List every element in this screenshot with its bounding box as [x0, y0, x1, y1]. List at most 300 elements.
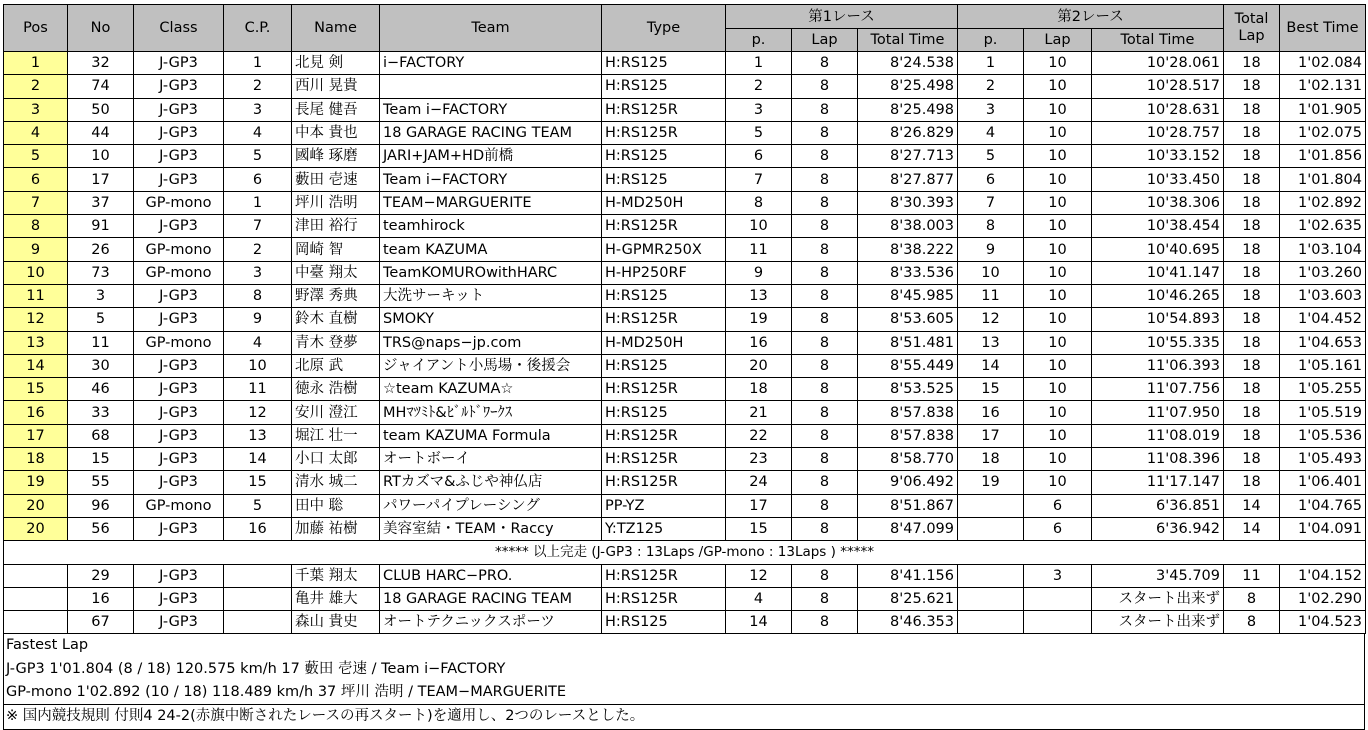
pos-cell: 11: [4, 284, 68, 307]
race2-time-cell: 10'40.695: [1092, 238, 1224, 261]
team-cell: team KAZUMA: [380, 238, 602, 261]
race2-lap-cell: 10: [1024, 448, 1092, 471]
name-cell: 岡崎 智: [292, 238, 380, 261]
race2-time-cell: 10'33.450: [1092, 168, 1224, 191]
no-cell: 30: [68, 354, 134, 377]
no-cell: 15: [68, 448, 134, 471]
table-row: [4, 308, 1366, 331]
race2-p-cell: [958, 564, 1024, 587]
race2-lap-cell: 10: [1024, 401, 1092, 424]
race2-time-cell: 10'54.893: [1092, 308, 1224, 331]
race2-lap-cell: 10: [1024, 308, 1092, 331]
best-time-cell: 1'03.260: [1280, 261, 1366, 284]
race1-lap-cell: 8: [792, 611, 858, 634]
pos-cell: 16: [4, 401, 68, 424]
cp-cell: 5: [224, 145, 292, 168]
race1-p-cell: 4: [726, 587, 792, 610]
table-row: [4, 98, 1366, 121]
type-cell: Y:TZ125: [602, 517, 726, 540]
race1-p-cell: 19: [726, 308, 792, 331]
type-cell: H:RS125R: [602, 378, 726, 401]
team-cell: Team i−FACTORY: [380, 98, 602, 121]
team-cell: 大洗サーキット: [380, 284, 602, 307]
race1-lap-cell: 8: [792, 145, 858, 168]
name-cell: 鈴木 直樹: [292, 308, 380, 331]
race1-lap-cell: 8: [792, 308, 858, 331]
type-cell: H:RS125R: [602, 448, 726, 471]
type-cell: H:RS125R: [602, 564, 726, 587]
team-cell: 美容室結・TEAM・Raccy: [380, 517, 602, 540]
race2-time-cell: 10'46.265: [1092, 284, 1224, 307]
race1-time-cell: 8'41.156: [858, 564, 958, 587]
race1-p-cell: 13: [726, 284, 792, 307]
results-sheet: [3, 4, 1365, 730]
race2-p-cell: 9: [958, 238, 1024, 261]
header-best-time: Best Time: [1280, 5, 1366, 52]
type-cell: H:RS125: [602, 52, 726, 75]
race1-time-cell: 8'25.621: [858, 587, 958, 610]
class-cell: J-GP3: [134, 308, 224, 331]
race1-p-cell: 10: [726, 215, 792, 238]
total-lap-cell: 18: [1224, 52, 1280, 75]
race1-p-cell: 2: [726, 75, 792, 98]
race2-p-cell: 1: [958, 52, 1024, 75]
race2-lap-cell: 10: [1024, 378, 1092, 401]
header-race2-p: p.: [958, 29, 1024, 52]
total-lap-cell: 11: [1224, 564, 1280, 587]
name-cell: 千葉 翔太: [292, 564, 380, 587]
name-cell: 安川 澄江: [292, 401, 380, 424]
table-row: [4, 517, 1366, 540]
best-time-cell: 1'02.084: [1280, 52, 1366, 75]
class-cell: GP-mono: [134, 191, 224, 214]
race2-lap-cell: 10: [1024, 121, 1092, 144]
race2-time-cell: 11'07.950: [1092, 401, 1224, 424]
race1-lap-cell: 8: [792, 401, 858, 424]
header-no: No: [68, 5, 134, 52]
race2-time-cell: 10'28.061: [1092, 52, 1224, 75]
race2-p-cell: 18: [958, 448, 1024, 471]
race1-p-cell: 24: [726, 471, 792, 494]
cp-cell: [224, 564, 292, 587]
race1-time-cell: 8'51.867: [858, 494, 958, 517]
pos-cell: 20: [4, 517, 68, 540]
race1-time-cell: 8'24.538: [858, 52, 958, 75]
type-cell: H:RS125R: [602, 98, 726, 121]
cp-cell: 8: [224, 284, 292, 307]
header-race1-p: p.: [726, 29, 792, 52]
table-row: [4, 215, 1366, 238]
no-cell: 33: [68, 401, 134, 424]
total-lap-cell: 18: [1224, 401, 1280, 424]
best-time-cell: 1'05.255: [1280, 378, 1366, 401]
race2-time-cell: 11'17.147: [1092, 471, 1224, 494]
race1-p-cell: 6: [726, 145, 792, 168]
race2-time-cell: 11'06.393: [1092, 354, 1224, 377]
best-time-cell: 1'04.152: [1280, 564, 1366, 587]
race1-p-cell: 23: [726, 448, 792, 471]
cp-cell: 5: [224, 494, 292, 517]
table-row: [4, 611, 1366, 634]
name-cell: 青木 登夢: [292, 331, 380, 354]
cp-cell: 15: [224, 471, 292, 494]
class-cell: J-GP3: [134, 378, 224, 401]
cp-cell: 12: [224, 401, 292, 424]
total-lap-cell: 18: [1224, 98, 1280, 121]
table-header: [4, 5, 1366, 52]
race1-lap-cell: 8: [792, 471, 858, 494]
best-time-cell: 1'03.603: [1280, 284, 1366, 307]
fastest-lap-section: [3, 634, 1365, 729]
best-time-cell: 1'05.493: [1280, 448, 1366, 471]
team-cell: SMOKY: [380, 308, 602, 331]
pos-cell: 6: [4, 168, 68, 191]
no-cell: 10: [68, 145, 134, 168]
type-cell: H:RS125: [602, 168, 726, 191]
total-lap-cell: 18: [1224, 261, 1280, 284]
no-cell: 73: [68, 261, 134, 284]
race1-lap-cell: 8: [792, 238, 858, 261]
race2-time-cell: スタート出来ず: [1092, 611, 1224, 634]
results-body: [4, 52, 1366, 634]
type-cell: H-GPMR250X: [602, 238, 726, 261]
race2-time-cell: 10'38.454: [1092, 215, 1224, 238]
best-time-cell: 1'02.131: [1280, 75, 1366, 98]
pos-cell: 9: [4, 238, 68, 261]
best-time-cell: 1'02.892: [1280, 191, 1366, 214]
race2-p-cell: 2: [958, 75, 1024, 98]
header-race1: 第1レース: [726, 5, 958, 29]
class-cell: GP-mono: [134, 261, 224, 284]
pos-cell: 18: [4, 448, 68, 471]
header-race1-total-time: Total Time: [858, 29, 958, 52]
team-cell: ジャイアント小馬場・後援会: [380, 354, 602, 377]
race1-time-cell: 8'53.605: [858, 308, 958, 331]
race1-p-cell: 21: [726, 401, 792, 424]
team-cell: TRS@naps−jp.com: [380, 331, 602, 354]
table-row: [4, 52, 1366, 75]
race2-time-cell: スタート出来ず: [1092, 587, 1224, 610]
finish-note: ***** 以上完走 (J-GP3 : 13Laps /GP-mono : 13Laps ) *****: [4, 541, 1366, 564]
type-cell: H:RS125R: [602, 587, 726, 610]
pos-cell: [4, 564, 68, 587]
name-cell: 亀井 雄大: [292, 587, 380, 610]
race2-p-cell: 15: [958, 378, 1024, 401]
header-cp: C.P.: [224, 5, 292, 52]
race1-lap-cell: 8: [792, 75, 858, 98]
name-cell: 北見 剣: [292, 52, 380, 75]
table-row: [4, 494, 1366, 517]
name-cell: 野澤 秀典: [292, 284, 380, 307]
cp-cell: [224, 611, 292, 634]
race1-p-cell: 3: [726, 98, 792, 121]
race1-time-cell: 8'47.099: [858, 517, 958, 540]
cp-cell: 9: [224, 308, 292, 331]
total-lap-cell: 18: [1224, 354, 1280, 377]
cp-cell: 1: [224, 191, 292, 214]
race2-lap-cell: 10: [1024, 284, 1092, 307]
race1-p-cell: 18: [726, 378, 792, 401]
total-lap-cell: 14: [1224, 517, 1280, 540]
cp-cell: 4: [224, 121, 292, 144]
race1-lap-cell: 8: [792, 121, 858, 144]
team-cell: オートテクニックスポーツ: [380, 611, 602, 634]
race2-lap-cell: 10: [1024, 98, 1092, 121]
total-lap-cell: 18: [1224, 145, 1280, 168]
team-cell: TeamKOMUROwithHARC: [380, 261, 602, 284]
header-race2-total-time: Total Time: [1092, 29, 1224, 52]
race1-lap-cell: 8: [792, 331, 858, 354]
best-time-cell: 1'02.635: [1280, 215, 1366, 238]
race1-lap-cell: 8: [792, 191, 858, 214]
no-cell: 56: [68, 517, 134, 540]
pos-cell: 15: [4, 378, 68, 401]
race2-time-cell: 10'28.517: [1092, 75, 1224, 98]
header-team: Team: [380, 5, 602, 52]
cp-cell: 3: [224, 98, 292, 121]
race2-p-cell: 7: [958, 191, 1024, 214]
race1-p-cell: 11: [726, 238, 792, 261]
table-row: [4, 121, 1366, 144]
race2-lap-cell: [1024, 587, 1092, 610]
class-cell: GP-mono: [134, 331, 224, 354]
fastest-lap-gpmono: GP-mono 1'02.892 (10 / 18) 118.489 km/h 37 坪川 浩明 / TEAM−MARGUERITE: [6, 684, 567, 701]
class-cell: J-GP3: [134, 354, 224, 377]
race2-p-cell: 3: [958, 98, 1024, 121]
race2-p-cell: 19: [958, 471, 1024, 494]
cp-cell: 2: [224, 238, 292, 261]
name-cell: 清水 城二: [292, 471, 380, 494]
race1-lap-cell: 8: [792, 52, 858, 75]
team-cell: teamhirock: [380, 215, 602, 238]
race1-lap-cell: 8: [792, 517, 858, 540]
fastest-lap-jgp3: J-GP3 1'01.804 (8 / 18) 120.575 km/h 17 藪田 壱速 / Team i−FACTORY: [6, 660, 506, 677]
cp-cell: 2: [224, 75, 292, 98]
best-time-cell: 1'04.653: [1280, 331, 1366, 354]
header-total-lap: Total Lap: [1224, 5, 1280, 52]
total-lap-cell: 18: [1224, 284, 1280, 307]
team-cell: JARI+JAM+HD前橋: [380, 145, 602, 168]
header-race1-lap: Lap: [792, 29, 858, 52]
best-time-cell: 1'05.519: [1280, 401, 1366, 424]
race2-p-cell: 6: [958, 168, 1024, 191]
race1-time-cell: 8'27.713: [858, 145, 958, 168]
best-time-cell: 1'06.401: [1280, 471, 1366, 494]
race2-p-cell: 5: [958, 145, 1024, 168]
race2-time-cell: 10'55.335: [1092, 331, 1224, 354]
type-cell: H:RS125R: [602, 215, 726, 238]
race2-lap-cell: 10: [1024, 471, 1092, 494]
race2-p-cell: [958, 611, 1024, 634]
class-cell: J-GP3: [134, 587, 224, 610]
type-cell: H:RS125R: [602, 471, 726, 494]
class-cell: J-GP3: [134, 284, 224, 307]
race2-lap-cell: 10: [1024, 424, 1092, 447]
name-cell: 加藤 祐樹: [292, 517, 380, 540]
no-cell: 44: [68, 121, 134, 144]
race1-lap-cell: 8: [792, 378, 858, 401]
no-cell: 5: [68, 308, 134, 331]
race1-time-cell: 8'38.222: [858, 238, 958, 261]
race2-lap-cell: 10: [1024, 261, 1092, 284]
pos-cell: 17: [4, 424, 68, 447]
table-row: [4, 354, 1366, 377]
race2-lap-cell: 10: [1024, 354, 1092, 377]
table-row: [4, 424, 1366, 447]
table-row: [4, 145, 1366, 168]
team-cell: CLUB HARC−PRO.: [380, 564, 602, 587]
pos-cell: 8: [4, 215, 68, 238]
race1-p-cell: 5: [726, 121, 792, 144]
team-cell: TEAM−MARGUERITE: [380, 191, 602, 214]
type-cell: H:RS125: [602, 401, 726, 424]
class-cell: J-GP3: [134, 215, 224, 238]
race1-lap-cell: 8: [792, 354, 858, 377]
cp-cell: 16: [224, 517, 292, 540]
no-cell: 26: [68, 238, 134, 261]
header-pos: Pos: [4, 5, 68, 52]
cp-cell: 7: [224, 215, 292, 238]
pos-cell: 10: [4, 261, 68, 284]
race2-p-cell: 13: [958, 331, 1024, 354]
race2-p-cell: 4: [958, 121, 1024, 144]
best-time-cell: 1'04.765: [1280, 494, 1366, 517]
race2-lap-cell: 10: [1024, 215, 1092, 238]
no-cell: 29: [68, 564, 134, 587]
race2-time-cell: 10'28.757: [1092, 121, 1224, 144]
table-row: [4, 448, 1366, 471]
class-cell: J-GP3: [134, 448, 224, 471]
type-cell: H-MD250H: [602, 331, 726, 354]
race2-p-cell: [958, 517, 1024, 540]
total-lap-cell: 18: [1224, 215, 1280, 238]
team-cell: オートボーイ: [380, 448, 602, 471]
team-cell: RTカズマ&ふじや神仏店: [380, 471, 602, 494]
class-cell: J-GP3: [134, 564, 224, 587]
table-row: [4, 284, 1366, 307]
cp-cell: 13: [224, 424, 292, 447]
table-row: [4, 168, 1366, 191]
name-cell: 藪田 壱速: [292, 168, 380, 191]
race2-time-cell: 6'36.851: [1092, 494, 1224, 517]
best-time-cell: 1'01.905: [1280, 98, 1366, 121]
race2-lap-cell: 10: [1024, 145, 1092, 168]
header-type: Type: [602, 5, 726, 52]
type-cell: H:RS125R: [602, 308, 726, 331]
race2-time-cell: 3'45.709: [1092, 564, 1224, 587]
race1-lap-cell: 8: [792, 261, 858, 284]
pos-cell: 2: [4, 75, 68, 98]
type-cell: H-MD250H: [602, 191, 726, 214]
cp-cell: [224, 587, 292, 610]
race1-time-cell: 8'45.985: [858, 284, 958, 307]
race1-time-cell: 8'57.838: [858, 424, 958, 447]
race2-time-cell: 10'28.631: [1092, 98, 1224, 121]
total-lap-cell: 18: [1224, 448, 1280, 471]
best-time-cell: 1'05.536: [1280, 424, 1366, 447]
no-cell: 96: [68, 494, 134, 517]
name-cell: 中本 貴也: [292, 121, 380, 144]
race1-time-cell: 8'53.525: [858, 378, 958, 401]
no-cell: 55: [68, 471, 134, 494]
race1-p-cell: 20: [726, 354, 792, 377]
pos-cell: 13: [4, 331, 68, 354]
name-cell: 西川 晃貴: [292, 75, 380, 98]
cp-cell: 3: [224, 261, 292, 284]
name-cell: 堀江 壮一: [292, 424, 380, 447]
race2-p-cell: 10: [958, 261, 1024, 284]
no-cell: 46: [68, 378, 134, 401]
finish-separator-row: [4, 541, 1366, 564]
total-lap-cell: 14: [1224, 494, 1280, 517]
no-cell: 50: [68, 98, 134, 121]
total-lap-cell: 18: [1224, 238, 1280, 261]
team-cell: MHﾏﾂﾐﾄ&ﾋﾞﾙﾄﾞﾜｰｸｽ: [380, 401, 602, 424]
type-cell: H:RS125: [602, 284, 726, 307]
best-time-cell: 1'01.856: [1280, 145, 1366, 168]
race1-p-cell: 14: [726, 611, 792, 634]
best-time-cell: 1'05.161: [1280, 354, 1366, 377]
class-cell: J-GP3: [134, 121, 224, 144]
race1-time-cell: 8'33.536: [858, 261, 958, 284]
name-cell: 徳永 浩樹: [292, 378, 380, 401]
total-lap-cell: 18: [1224, 168, 1280, 191]
race2-lap-cell: 10: [1024, 168, 1092, 191]
pos-cell: 12: [4, 308, 68, 331]
cp-cell: 4: [224, 331, 292, 354]
race2-p-cell: [958, 587, 1024, 610]
team-cell: team KAZUMA Formula: [380, 424, 602, 447]
table-row: [4, 587, 1366, 610]
team-cell: パワーパイプレーシング: [380, 494, 602, 517]
race1-p-cell: 1: [726, 52, 792, 75]
name-cell: 森山 貴史: [292, 611, 380, 634]
race1-lap-cell: 8: [792, 215, 858, 238]
table-row: [4, 564, 1366, 587]
name-cell: 長尾 健吾: [292, 98, 380, 121]
race1-time-cell: 8'25.498: [858, 75, 958, 98]
name-cell: 中臺 翔太: [292, 261, 380, 284]
race1-time-cell: 8'51.481: [858, 331, 958, 354]
results-table: [3, 4, 1366, 634]
total-lap-cell: 18: [1224, 378, 1280, 401]
race2-time-cell: 11'08.396: [1092, 448, 1224, 471]
race2-lap-cell: 6: [1024, 517, 1092, 540]
header-race2: 第2レース: [958, 5, 1224, 29]
class-cell: J-GP3: [134, 98, 224, 121]
race1-p-cell: 9: [726, 261, 792, 284]
cp-cell: 10: [224, 354, 292, 377]
race1-p-cell: 15: [726, 517, 792, 540]
best-time-cell: 1'02.075: [1280, 121, 1366, 144]
cp-cell: 1: [224, 52, 292, 75]
class-cell: GP-mono: [134, 238, 224, 261]
no-cell: 17: [68, 168, 134, 191]
table-row: [4, 191, 1366, 214]
total-lap-cell: 18: [1224, 75, 1280, 98]
race1-p-cell: 16: [726, 331, 792, 354]
pos-cell: [4, 587, 68, 610]
total-lap-cell: 18: [1224, 121, 1280, 144]
race1-lap-cell: 8: [792, 494, 858, 517]
no-cell: 3: [68, 284, 134, 307]
race1-time-cell: 9'06.492: [858, 471, 958, 494]
name-cell: 北原 武: [292, 354, 380, 377]
race1-lap-cell: 8: [792, 448, 858, 471]
no-cell: 91: [68, 215, 134, 238]
race1-p-cell: 8: [726, 191, 792, 214]
race1-time-cell: 8'58.770: [858, 448, 958, 471]
